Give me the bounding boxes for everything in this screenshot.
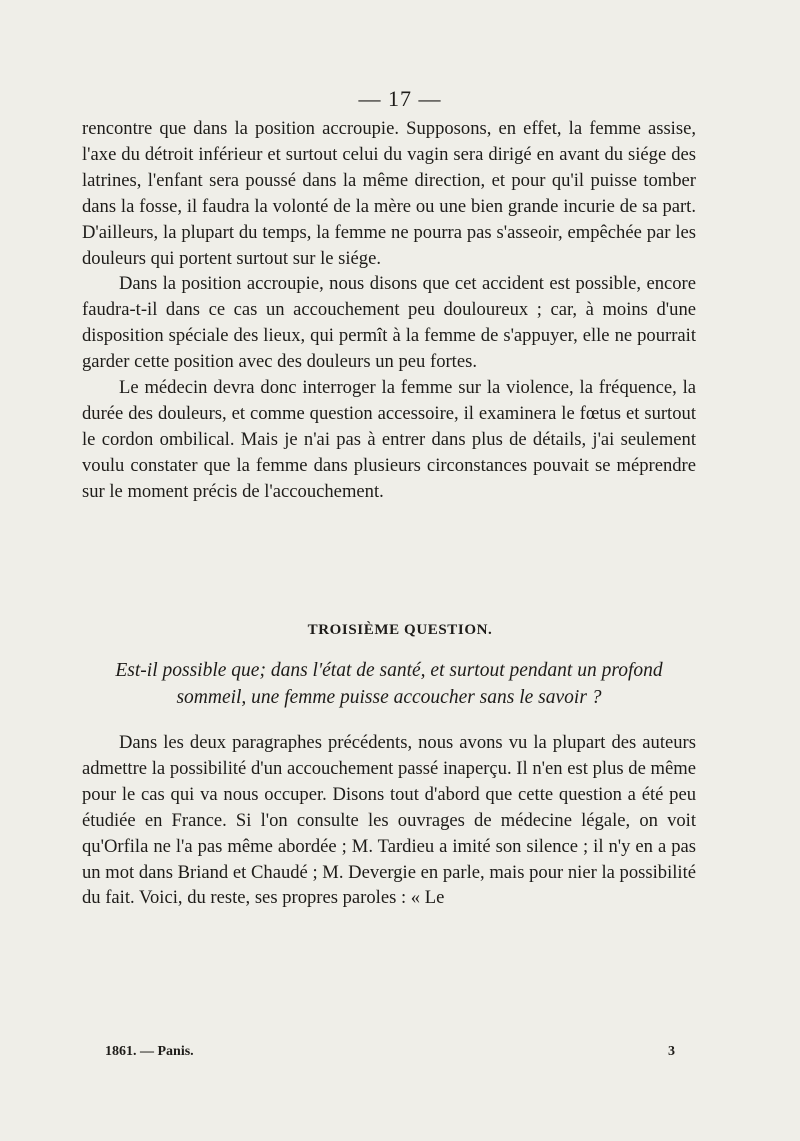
section-heading: TROISIÈME QUESTION.	[307, 622, 493, 638]
signature-mark: 3	[668, 1044, 675, 1059]
paragraph-continuation: rencontre que dans la position accroupie. Supposons, en effet, la femme assise, l'axe du détroit inférieur et surtout celui du vagin sera dirigé en avant du siége des latrines, l'enfant sera poussé dans la même direction, et pour qu'il puisse tomber dans la fosse, il faudra la volonté de la mère ou une bien grande incurie de sa part. D'ailleurs, la plupart du temps, la femme ne pourra pas s'asseoir, empêchée par les douleurs qui portent surtout sur le siége.	[82, 118, 696, 269]
paragraph: Le médecin devra donc interroger la femme sur la violence, la fréquence, la durée des douleurs, et comme question accessoire, il examinera le fœtus et surtout le cordon ombilical. Mais je n'ai pas à entrer dans plus de détails, j'ai seulement voulu constater que la femme dans plusieurs circonstances pouvait se méprendre sur le moment précis de l'accouchement.	[82, 377, 696, 502]
page-number-header: — 17 —	[358, 86, 442, 111]
paragraph: Dans la position accroupie, nous disons que cet accident est possible, encore faudra-t-il dans ce cas un accouchement peu douloureux ; car, à moins d'une disposition spéciale des lieux, qui permît à la femme de s'appuyer, elle ne pourrait garder cette position avec des douleurs un peu fortes.	[82, 273, 696, 373]
page-footer	[105, 1044, 675, 1060]
question-text: Est-il possible que; dans l'état de santé, et surtout pendant un profond sommeil, une femme puisse accoucher sans le savoir ?	[115, 660, 663, 708]
printer-mark: 1861. — Panis.	[105, 1044, 194, 1059]
paragraph: Dans les deux paragraphes précédents, nous avons vu la plupart des auteurs admettre la possibilité d'un accouchement passé inaperçu. Il n'en est plus de même pour le cas qui va nous occuper. Disons tout d'abord que cette question a été peu étudiée en France. Si l'on consulte les ouvrages de médecine légale, on voit qu'Orfila ne l'a pas même abordée ; M. Tardieu a imité son silence ; il n'y en a pas un mot dans Briand et Chaudé ; M. Devergie en parle, mais pour nier la possibilité du fait. Voici, du reste, ses propres paroles : « Le	[82, 732, 696, 909]
body-text-top	[82, 116, 696, 505]
body-text-bottom	[82, 730, 696, 911]
